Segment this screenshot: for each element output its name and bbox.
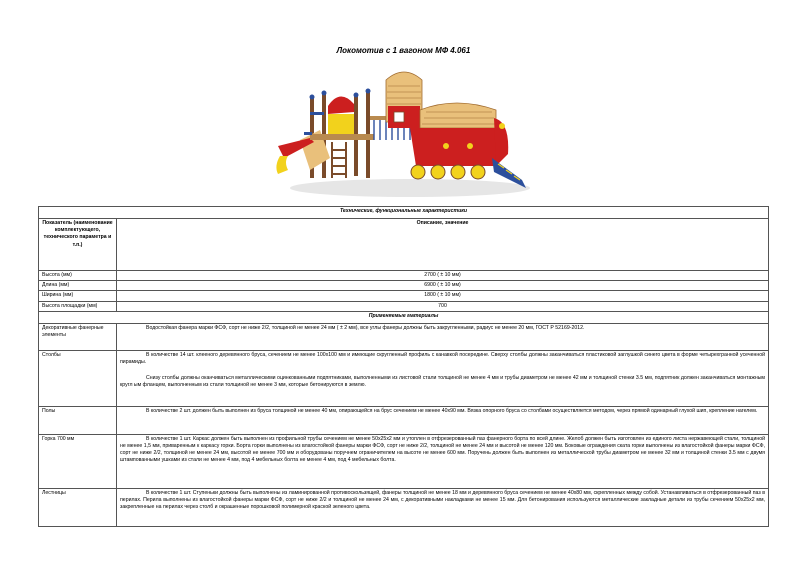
description-paragraph: Водостойкая фанера марки ФСФ, сорт не ниже 2/2, толщиной не менее 24 мм ( ± 2 мм), все углы фанеры должны быть закругленными, радиус не менее 20 мм, ГОСТ Р 52169-2012.: [146, 324, 585, 331]
table-row: [39, 488, 769, 526]
row-label: Высота (мм): [39, 271, 117, 281]
description-paragraph: В количестве 14 шт. клееного деревянного бруса, сечением не менее 100х100 мм и имеющие скругленный профиль с канавкой посередине. Сверху столбы должны заканчиваться пластиковой заглушкой синего цвета в форме четырехгранной усеченной пирамиды.: [120, 351, 765, 365]
table-row: [39, 323, 769, 350]
page-title: Локомотив с 1 вагоном МФ 4.061: [336, 46, 471, 55]
row-description: [117, 434, 769, 488]
table-row: [39, 350, 769, 406]
row-label: Ширина (мм): [39, 291, 117, 301]
section-heading-specs: Технические, функциональные характеристики: [39, 207, 769, 219]
description-paragraph: Снизу столбы должны оканчиваться металлическими оцинкованными подпятниками, выполненными из листовой стали толщиной не менее 4 мм и трубы диаметром не менее 42 мм и толщиной стенки 3.5 мм, подпятник должен заканчиваться монтажным кругл ым фланцем, выполненным из стали толщиной не менее 3 мм, которые бетонируются в землю.: [120, 375, 765, 389]
table-row: [39, 406, 769, 434]
table-row: [39, 281, 769, 291]
row-value: 1800 ( ± 10 мм): [117, 291, 769, 301]
description-paragraph: В количестве 1 шт. Ступеньки должны быть выполнены из ламинированной противоскользящей, фанеры толщиной не менее 18 мм и деревянного бруса сечением не менее 40х80 мм, скрепленных между собой. Устанавливаться в отфрезерованный паз в перилах. Перила выполнены из влагостойкой фанеры марки ФСФ, сорт не ниже 2/2 и толщиной не менее 24 мм, с декоративными накладками не менее 15 мм. Для бетонирования используются металлические закладные детали из трубы сечением 50х25х2 мм, закрепленные на перилах через столб и окрашенные порошковой полимерной краской зеленого цвета.: [120, 489, 765, 511]
row-label: Декоративные фанерные элементы: [39, 323, 117, 350]
table-row: [39, 271, 769, 281]
locomotive-playground-illustration: [270, 66, 540, 202]
row-description: [117, 323, 769, 350]
row-description: [117, 406, 769, 434]
row-description: [117, 350, 769, 406]
row-value: 2700 ( ± 10 мм): [117, 271, 769, 281]
description-paragraph: В количестве 2 шт. должен быть выполнен из бруса толщиной не менее 40 мм, опирающейся на брус сечением не менее 40х90 мм. Вязка опорного бруса со столбами осуществляется методом, через прямой одинарный глухой шип, крепление нагелем.: [146, 407, 758, 414]
specifications-table: [38, 206, 769, 527]
row-value: 700: [117, 301, 769, 311]
column-header-description: Описание, значение: [117, 219, 769, 271]
row-label: Горка 700 мм: [39, 434, 117, 488]
row-label: Полы: [39, 406, 117, 434]
row-value: 6900 ( ± 10 мм): [117, 281, 769, 291]
table-row: [39, 301, 769, 311]
table-row: [39, 291, 769, 301]
row-label: Длина (мм): [39, 281, 117, 291]
row-label: Лестницы: [39, 488, 117, 526]
row-description: [117, 488, 769, 526]
column-header-indicator: Показатель (наименование комплектующего, технического параметра и т.п.): [39, 219, 117, 271]
row-label: Высота площадки (мм): [39, 301, 117, 311]
row-label: Столбы: [39, 350, 117, 406]
section-heading-materials: Применяемые материалы: [39, 311, 769, 323]
table-row: [39, 434, 769, 488]
description-paragraph: В количестве 1 шт. Каркас должен быть выполнен из профильной трубы сечением не менее 50х25х2 мм и утоплен в отфрезерованный паз фанерного борта по всей длине. Желоб должен быть изготовлен из единого листа нержавеющей стали, толщиной не менее 1,5 мм, приваренным к каркасу горки. Борта горки выполнены из влагостойкой фанеры марки ФСФ, сорт не ниже 2/2, толщиной не менее 24 мм и высотой не менее 120 мм. Боковые ограждения ската горки выполнены из влагостойкой фанеры марки ФСФ, сорт не ниже 2/2, толщиной не менее 24 мм, высотой не менее 700 мм и оборудованы поручнем ограничителем на высоте не менее 600 мм. Поручень должен быть выполнен из металлической трубы диаметром не менее 32 мм и толщиной стенки 3.5 мм с двумя штампованными ушками из стали не менее 4 мм, под 4 мебельных болта не менее 4 мм, под 4 мебельных болта.: [120, 435, 765, 464]
